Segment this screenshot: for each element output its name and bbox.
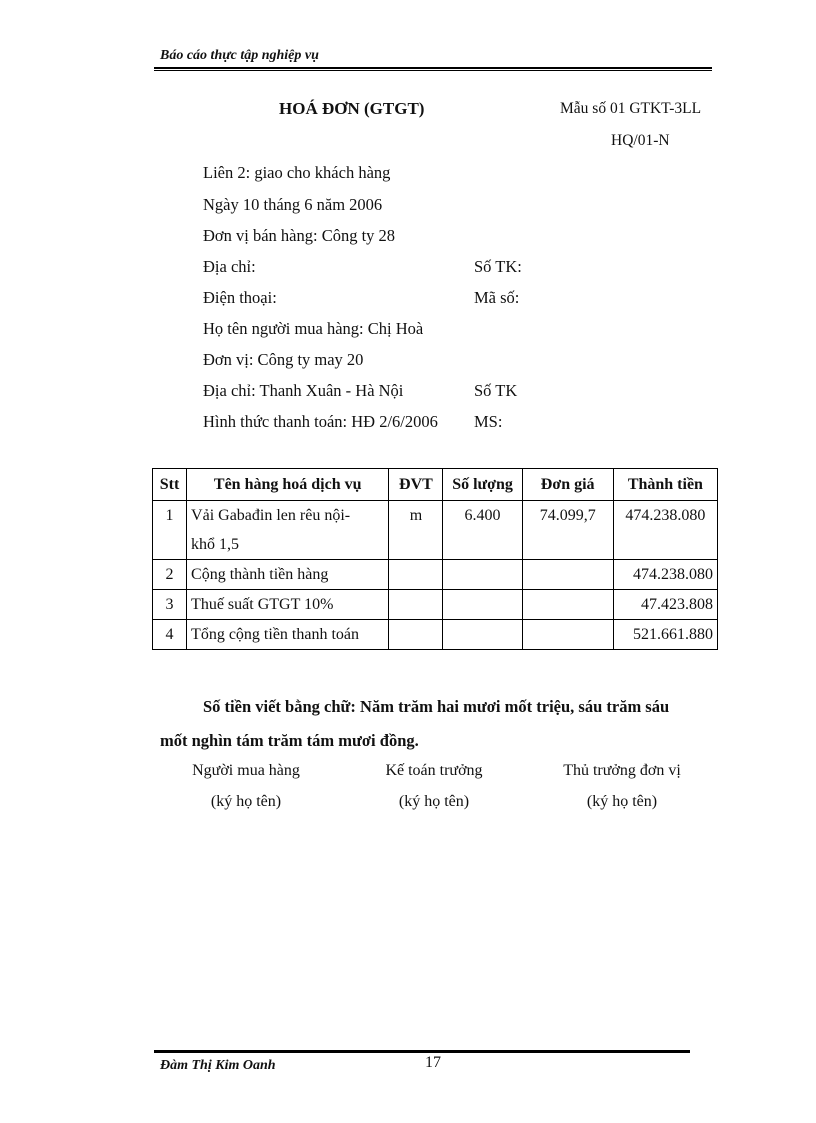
table-row xyxy=(153,590,718,620)
payment-method: Hình thức thanh toán: HĐ 2/6/2006 xyxy=(203,412,438,431)
invoice-date: Ngày 10 tháng 6 năm 2006 xyxy=(203,195,383,214)
cell-stt: 3 xyxy=(153,590,187,620)
footer-rule xyxy=(154,1050,690,1053)
cell-unit xyxy=(389,590,443,620)
item-name-line-1: Vải Gabađin len rêu nội- xyxy=(191,507,351,524)
table-row xyxy=(153,501,718,560)
signature-director-role: Thủ trưởng đơn vị xyxy=(563,762,681,779)
cell-unit: m xyxy=(389,501,443,560)
cell-item-name: Tổng cộng tiền thanh toán xyxy=(187,620,389,650)
invoice-items-table xyxy=(152,468,718,650)
cell-amount: 521.661.880 xyxy=(613,620,717,650)
cell-item-name: Cộng thành tiền hàng xyxy=(187,560,389,590)
invoice-copy: Liên 2: giao cho khách hàng xyxy=(203,163,391,182)
seller-address: Địa chỉ: xyxy=(203,257,256,276)
form-code: HQ/01-N xyxy=(611,132,670,149)
invoice-title: HOÁ ĐƠN (GTGT) xyxy=(279,99,425,118)
signature-buyer-role: Người mua hàng xyxy=(192,762,300,779)
cell-amount: 474.238.080 xyxy=(613,560,717,590)
cell-unit-price xyxy=(522,590,613,620)
buyer-tax-code: MS: xyxy=(474,412,503,431)
footer-author: Đàm Thị Kim Oanh xyxy=(160,1058,276,1073)
cell-amount: 474.238.080 xyxy=(613,501,717,560)
buyer-name: Họ tên người mua hàng: Chị Hoà xyxy=(203,319,424,338)
header-rule xyxy=(154,67,712,71)
signature-director-note: (ký họ tên) xyxy=(586,793,658,810)
header-unit-price: Đơn giá xyxy=(522,469,613,501)
cell-amount: 47.423.808 xyxy=(613,590,717,620)
header-item-name: Tên hàng hoá dịch vụ xyxy=(187,469,389,501)
cell-unit-price: 74.099,7 xyxy=(522,501,613,560)
cell-quantity: 6.400 xyxy=(443,501,522,560)
cell-stt: 1 xyxy=(153,501,187,560)
buyer-unit: Đơn vị: Công ty may 20 xyxy=(203,350,364,369)
seller-phone: Điện thoại: xyxy=(203,288,277,307)
amount-in-words-line-2: mốt nghìn tám trăm tám mươi đồng. xyxy=(160,731,419,750)
signature-accountant-note: (ký họ tên) xyxy=(398,793,470,810)
seller-tax-code: Mã số: xyxy=(474,288,520,307)
buyer-account: Số TK xyxy=(474,381,518,400)
table-row xyxy=(153,620,718,650)
cell-item-name xyxy=(187,501,389,560)
seller-name: Đơn vị bán hàng: Công ty 28 xyxy=(203,226,396,245)
seller-account: Số TK: xyxy=(474,257,522,276)
header-unit: ĐVT xyxy=(389,469,443,501)
amount-in-words-line-1: Số tiền viết bằng chữ: Năm trăm hai mươi mốt triệu, sáu trăm sáu xyxy=(203,697,670,716)
form-number: Mẫu số 01 GTKT-3LL xyxy=(560,100,702,117)
cell-quantity xyxy=(443,590,522,620)
buyer-address: Địa chỉ: Thanh Xuân - Hà Nội xyxy=(203,381,404,400)
cell-item-name: Thuế suất GTGT 10% xyxy=(187,590,389,620)
cell-unit-price xyxy=(522,560,613,590)
item-name-line-2: khổ 1,5 xyxy=(191,536,240,553)
header-quantity: Số lượng xyxy=(443,469,522,501)
table-header-row xyxy=(153,469,718,501)
running-header: Báo cáo thực tập nghiệp vụ xyxy=(160,48,319,63)
cell-quantity xyxy=(443,620,522,650)
cell-stt: 4 xyxy=(153,620,187,650)
table-row xyxy=(153,560,718,590)
cell-quantity xyxy=(443,560,522,590)
cell-unit xyxy=(389,620,443,650)
page-number: 17 xyxy=(425,1054,441,1071)
header-amount: Thành tiền xyxy=(613,469,717,501)
signature-accountant-role: Kế toán trưởng xyxy=(385,762,483,779)
header-stt: Stt xyxy=(153,469,187,501)
cell-unit xyxy=(389,560,443,590)
signature-buyer-note: (ký họ tên) xyxy=(210,793,282,810)
cell-stt: 2 xyxy=(153,560,187,590)
cell-unit-price xyxy=(522,620,613,650)
